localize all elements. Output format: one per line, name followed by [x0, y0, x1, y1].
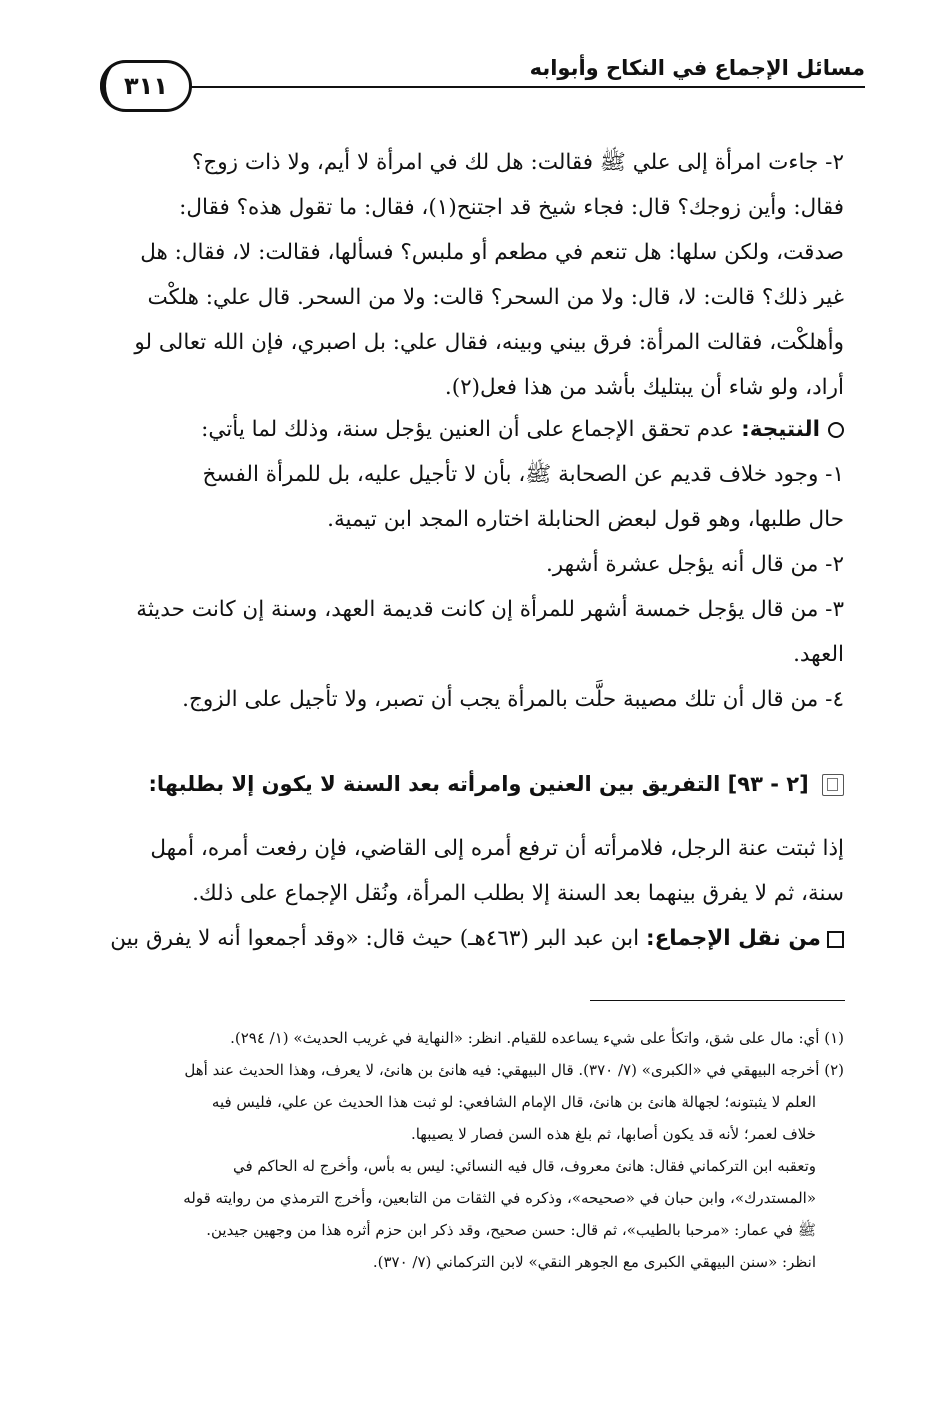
text-line: أراد، ولو شاء أن يبتليك بأشد من هذا فعل(٢). [444, 375, 844, 400]
footnotes [89, 1022, 844, 1278]
footnote-line: وتعقبه ابن التركماني فقال: هانئ معروف، قال فيه النسائي: ليس به بأس، وأخرج له الحاكم في [232, 1157, 816, 1175]
header-rule [185, 86, 865, 88]
circle-bullet-icon [828, 422, 844, 438]
footnote-line: انظر: «سنن البيهقي الكبرى مع الجوهر النقي» لابن التركماني (٧/ ٣٧٠). [372, 1253, 816, 1271]
result-heading [94, 407, 844, 452]
result-label: النتيجة: [741, 417, 820, 442]
section-title: [٢ - ٩٣] التفريق بين العنين وامرأته بعد السنة لا يكون إلا بطلبها: [148, 772, 809, 796]
paragraph-ruling [94, 826, 844, 961]
page-number-badge [100, 60, 192, 112]
text-line: صدقت، ولكن سلها: هل تنعم في مطعم أو ملبس؟ فسألها، فقالت: لا، فقال: هل [140, 240, 844, 265]
running-title: مسائل الإجماع في النكاح وأبوابه [529, 56, 865, 80]
footnote-line: (١) أي: مال على شق، واتكأ على شيء يساعده للقيام. انظر: «النهاية في غريب الحديث» (١/ ٢٩٤). [230, 1029, 844, 1047]
text-line: سنة، ثم لا يفرق بينهما بعد السنة إلا بطلب المرأة، ونُقل الإجماع على ذلك. [192, 881, 844, 906]
square-bullet-icon [827, 931, 844, 948]
footnote-line: «المستدرك»، وابن حبان في «صحيحه»، وذكره في الثقات من التابعين، وأخرج الترمذي من روايته قوله [183, 1189, 816, 1207]
text-line: وأهلكْت، فقالت المرأة: فرق بيني وبينه، فقال علي: بل اصبري، فإن الله تعالى لو [134, 330, 844, 355]
book-icon [822, 774, 844, 796]
result-item: ١- وجود خلاف قديم عن الصحابة ﷺ، بأن لا تأجيل عليه، بل للمرأة الفسخ [202, 462, 844, 487]
result-intro: عدم تحقق الإجماع على أن العنين يؤجل سنة، وذلك لما يأتي: [201, 417, 735, 442]
footnote-rule [590, 1000, 845, 1001]
transmitters-text: ابن عبد البر (٤٦٣هـ) حيث قال: «وقد أجمعوا أنه لا يفرق بين [110, 926, 640, 951]
result-item: ٣- من قال يؤجل خمسة أشهر للمرأة إن كانت قديمة العهد، وسنة إن كانت حديثة [136, 597, 844, 622]
text-line: غير ذلك؟ قالت: لا، قال: ولا من السحر؟ قالت: ولا من السحر. قال علي: هلكْت [147, 285, 844, 310]
footnote-line: (٢) أخرجه البيهقي في «الكبرى» (٧/ ٣٧٠). قال البيهقي: فيه هانئ بن هانئ، لا يعرف، وهذا الحديث عند أهل [184, 1061, 844, 1079]
result-item: العهد. [793, 642, 844, 667]
footnote-line: خلاف لعمر؛ لأنه قد يكون أصابها، ثم بلغ هذه السن فصار لا يصيبها. [410, 1125, 816, 1143]
transmitters-label: من نقل الإجماع: [645, 926, 821, 951]
transmitters-line [94, 916, 844, 961]
paragraph-story [94, 140, 844, 410]
page-number: ٣١١ [124, 72, 168, 100]
section-heading [84, 772, 844, 796]
result-block [94, 407, 844, 722]
footnote-line: ﷺ في عمار: «مرحبا بالطيب»، ثم قال: حسن صحيح، وقد ذكر ابن حزم أثره هذا من وجهين جيدين. [206, 1221, 816, 1239]
text-line: فقال: وأين زوجك؟ قال: فجاء شيخ قد اجتنح(١)، فقال: ما تقول هذه؟ فقال: [179, 195, 844, 220]
result-item: ٤- من قال أن تلك مصيبة حلَّت بالمرأة يجب أن تصبر، ولا تأجيل على الزوج. [182, 687, 844, 712]
result-item: ٢- من قال أنه يؤجل عشرة أشهر. [545, 552, 844, 577]
text-line: إذا ثبتت عنة الرجل، فلامرأته أن ترفع أمره إلى القاضي، فإن رفعت أمره، أمهل [150, 836, 844, 861]
page-header [100, 48, 865, 108]
text-line: ٢- جاءت امرأة إلى علي ﷺ فقالت: هل لك في امرأة لا أيم، ولا ذات زوج؟ [191, 150, 844, 175]
result-item: حال طلبها، وهو قول لبعض الحنابلة اختاره المجد ابن تيمية. [327, 507, 844, 532]
footnote-line: العلم لا يثبتونه؛ لجهالة هانئ بن هانئ، قال الإمام الشافعي: لو ثبت هذا الحديث عن علي، فليس فيه [211, 1093, 816, 1111]
